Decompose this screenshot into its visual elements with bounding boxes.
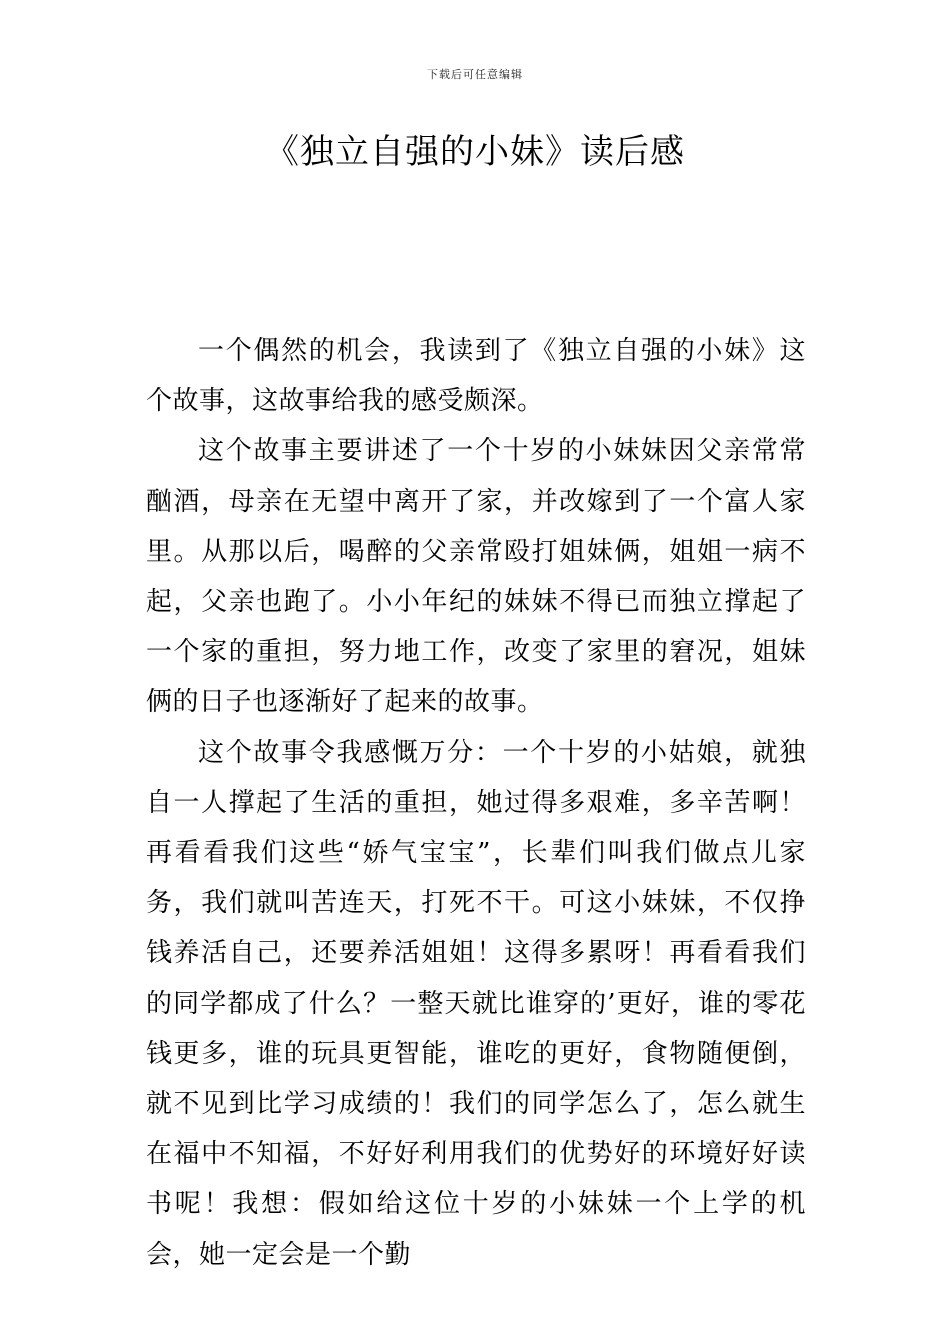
paragraph: 这个故事主要讲述了一个十岁的小妹妹因父亲常常酗酒，母亲在无望中离开了家，并改嫁到了一个富人家里。从那以后，喝醉的父亲常殴打姐妹俩，姐姐一病不起，父亲也跑了。小小年纪的妹妹不得已而独立撑起了一个家的重担，努力地工作，改变了家里的窘况，姐妹俩的日子也逐渐好了起来的故事。 <box>146 436 806 718</box>
paragraph: 一个偶然的机会，我读到了《独立自强的小妹》这个故事，这故事给我的感受颇深。 <box>146 336 806 417</box>
paragraph: 这个故事令我感慨万分：一个十岁的小姑娘，就独自一人撑起了生活的重担，她过得多艰难，多辛苦啊！再看看我们这些“娇气宝宝”，长辈们叫我们做点儿家务，我们就叫苦连天，打死不干。可这小妹妹，不仅挣钱养活自己，还要养活姐姐！这得多累呀！再看看我们的同学都成了什么？一整天就比谁穿的’更好，谁的零花钱更多，谁的玩具更智能，谁吃的更好，食物随便倒，就不见到比学习成绩的！我们的同学怎么了，怎么就生在福中不知福，不好好利用我们的优势好的环境好好读书呢！我想：假如给这位十岁的小妹妹一个上学的机会，她一定会是一个勤 <box>146 737 806 1270</box>
document-body <box>146 326 806 1280</box>
header-note: 下载后可任意编辑 <box>427 68 523 81</box>
document-title: 《独立自强的小妹》读后感 <box>265 132 685 172</box>
